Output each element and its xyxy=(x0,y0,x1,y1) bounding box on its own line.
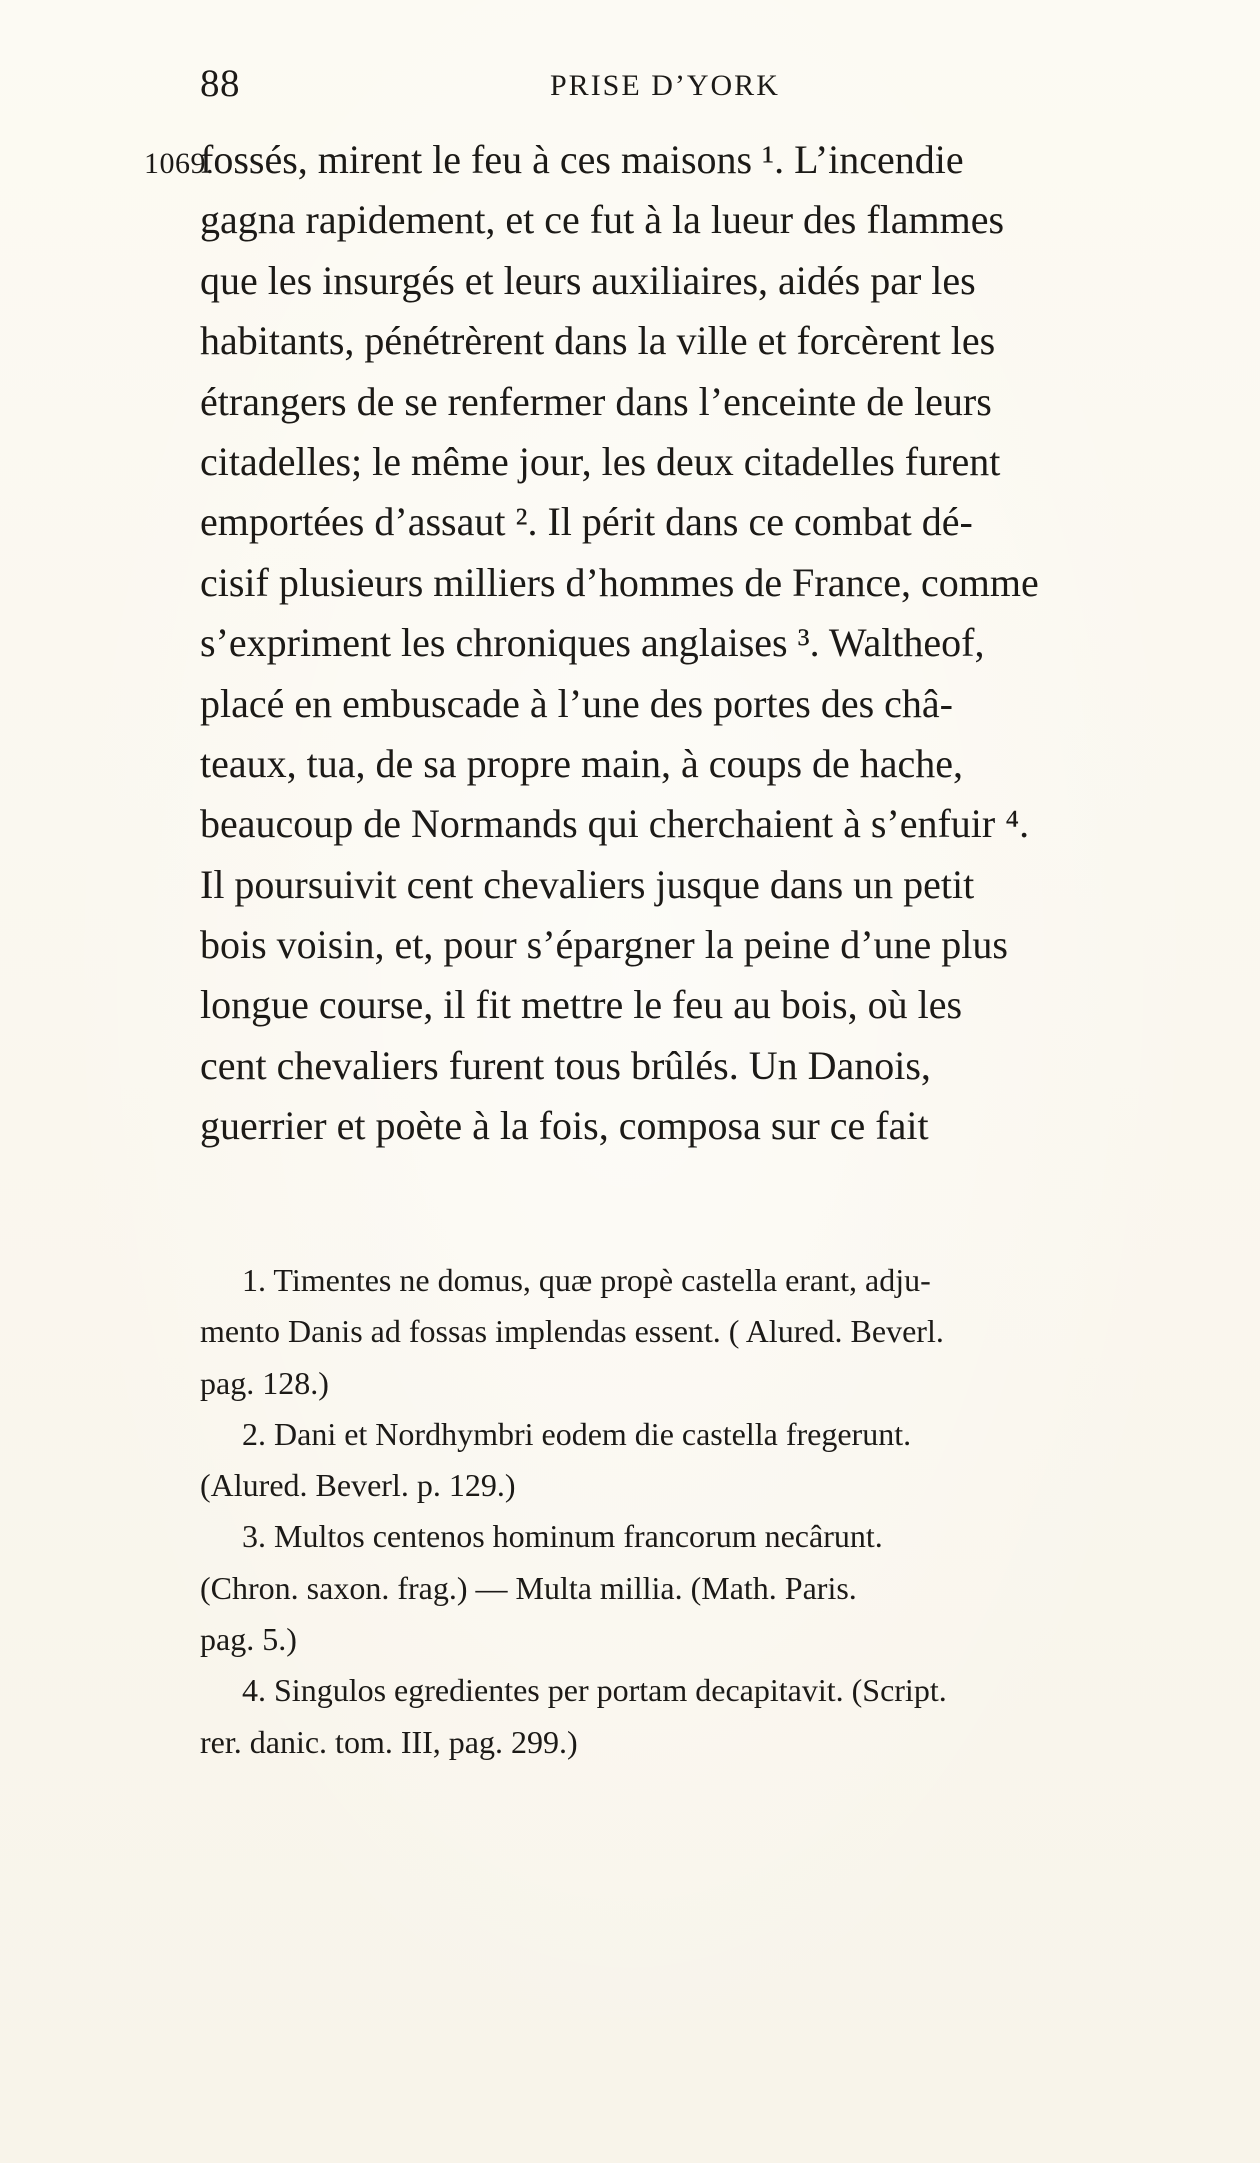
main-text-line: guerrier et poète à la fois, composa sur ce fait xyxy=(200,1103,929,1149)
footnote-4-line: 4. Singulos egredientes per portam decapitavit. (Script. xyxy=(242,1672,947,1709)
main-text-line: habitants, pénétrèrent dans la ville et forcèrent les xyxy=(200,318,996,364)
main-text-line: citadelles; le même jour, les deux citadelles furent xyxy=(200,438,1001,484)
page-number: 88 xyxy=(200,62,240,105)
main-text-line: gagna rapidement, et ce fut à la lueur des flammes xyxy=(200,197,1005,243)
footnotes-block xyxy=(200,1255,1160,1768)
main-text-line: placé en embuscade à l’une des portes des châ- xyxy=(200,680,953,726)
main-text-line: que les insurgés et leurs auxiliaires, aidés par les xyxy=(200,257,976,303)
main-text-line: cisif plusieurs milliers d’hommes de France, comme xyxy=(200,559,1039,605)
margin-year-note: 1069. xyxy=(144,147,214,180)
main-text-line: bois voisin, et, pour s’épargner la peine d’une plus xyxy=(200,922,1008,968)
main-text-line: longue course, il fit mettre le feu au bois, où les xyxy=(200,982,963,1028)
main-text-line: emportées d’assaut ². Il périt dans ce combat dé- xyxy=(200,499,973,545)
running-title: PRISE D’YORK xyxy=(550,69,780,102)
main-text-line: s’expriment les chroniques anglaises ³. Waltheof, xyxy=(200,620,985,666)
main-text-line: Il poursuivit cent chevaliers jusque dans un petit xyxy=(200,861,975,907)
footnote-2-line: 2. Dani et Nordhymbri eodem die castella fregerunt. xyxy=(242,1415,912,1452)
footnote-1-line: pag. 128.) xyxy=(200,1364,329,1401)
footnote-2-line: (Alured. Beverl. p. 129.) xyxy=(200,1467,516,1504)
page-header xyxy=(200,62,1200,122)
footnote-1-line: mento Danis ad fossas implendas essent. ( Alured. Beverl. xyxy=(200,1313,944,1350)
footnote-4-line: rer. danic. tom. III, pag. 299.) xyxy=(200,1723,578,1760)
footnote-1-line: 1. Timentes ne domus, quæ propè castella erant, adju- xyxy=(242,1262,931,1298)
main-text-line: étrangers de se renfermer dans l’enceinte de leurs xyxy=(200,378,992,424)
main-text-line: cent chevaliers furent tous brûlés. Un Danois, xyxy=(200,1042,931,1088)
footnote-3-line: (Chron. saxon. frag.) — Multa millia. (Math. Paris. xyxy=(200,1569,857,1606)
main-text-block xyxy=(200,130,1160,1157)
main-text-line: teaux, tua, de sa propre main, à coups de hache, xyxy=(200,740,964,786)
main-text-line: beaucoup de Normands qui cherchaient à s’enfuir ⁴. xyxy=(200,801,1030,847)
footnote-3-line: 3. Multos centenos hominum francorum necârunt. xyxy=(242,1518,883,1555)
main-text-line: fossés, mirent le feu à ces maisons ¹. L’incendie xyxy=(200,137,964,182)
footnote-3-line: pag. 5.) xyxy=(200,1621,297,1658)
